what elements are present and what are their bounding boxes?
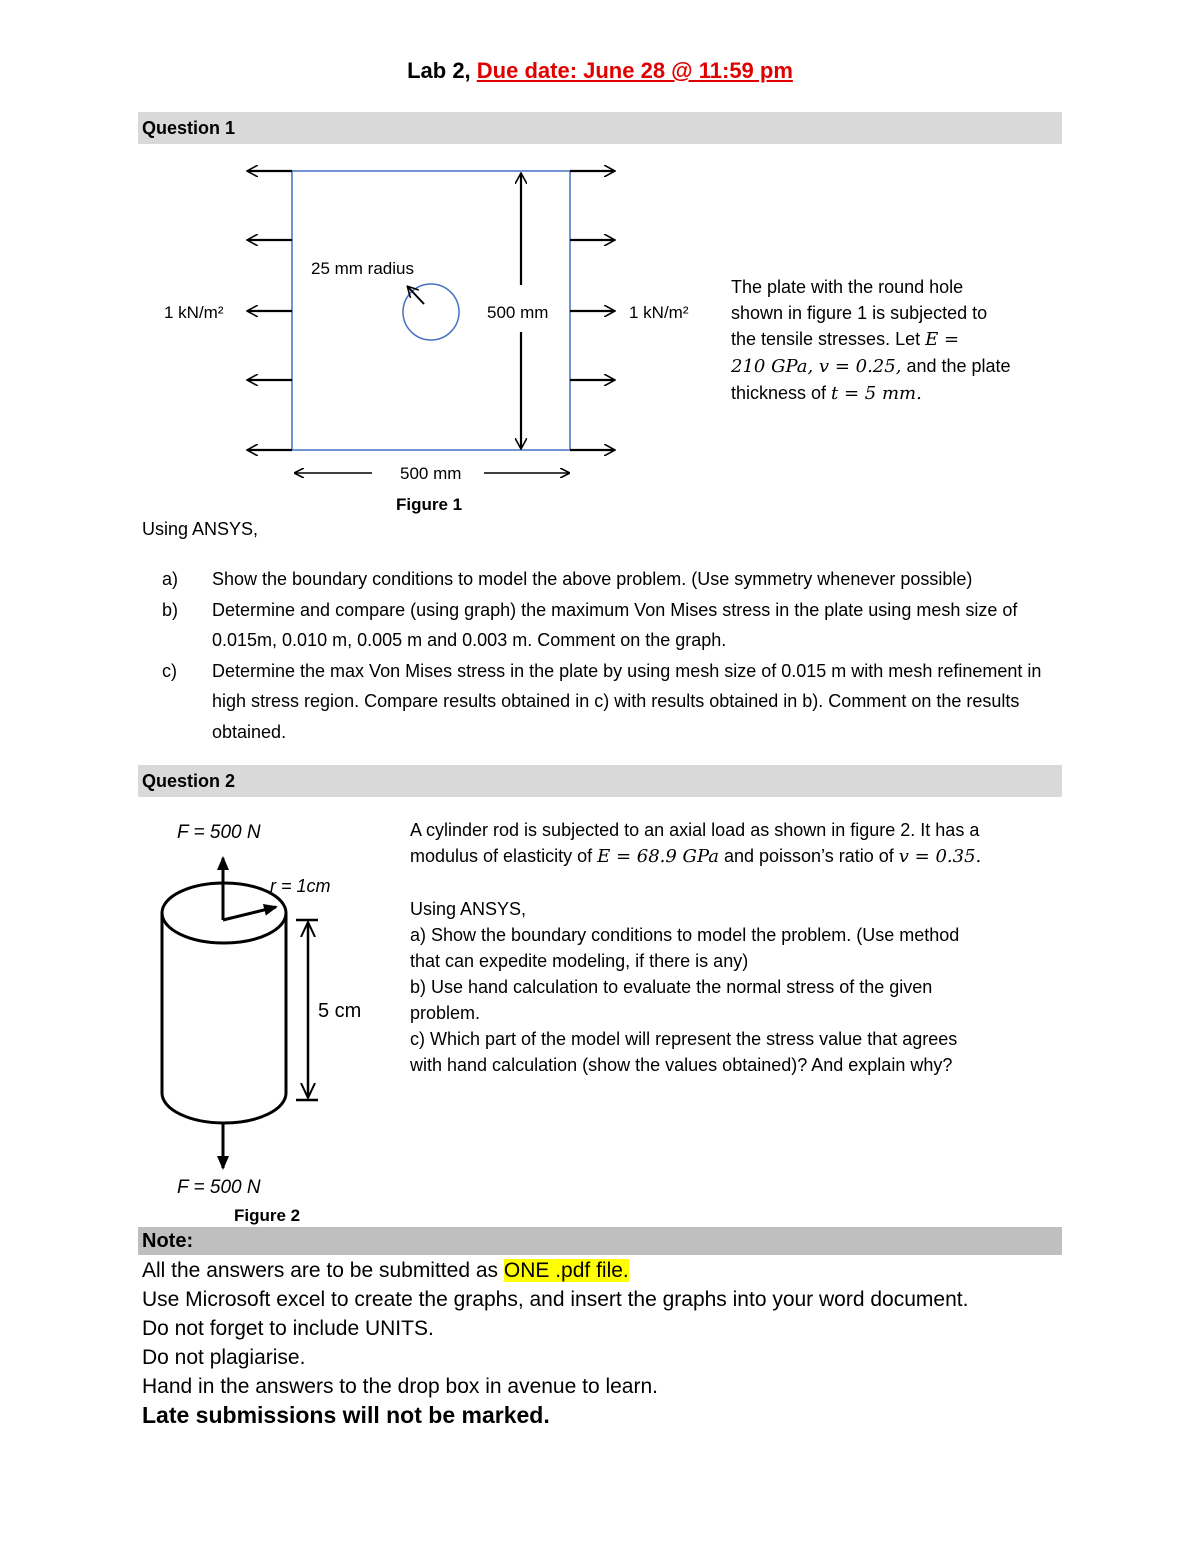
- q2-line-2-a: modulus of elasticity of: [410, 846, 598, 866]
- desc-line-5-math: t = 5 mm.: [831, 383, 922, 404]
- q2-b-line-2: problem.: [410, 1003, 481, 1023]
- question1-list: [138, 564, 1068, 747]
- desc-line-3-math: E =: [925, 329, 960, 350]
- desc-line-4-math: 210 GPa, v = 0.25,: [731, 356, 902, 377]
- question1-header-label: Question 1: [142, 118, 236, 138]
- page-title: [0, 58, 1200, 84]
- hole-circle: [403, 284, 459, 340]
- note-line-5: Hand in the answers to the drop box in avenue to learn.: [142, 1375, 658, 1398]
- q2-a-line-1: a) Show the boundary conditions to model the problem. (Use method: [410, 925, 960, 945]
- right-load-arrows: [570, 171, 614, 450]
- note-line-1: [142, 1256, 968, 1285]
- q2-line-2-math1: E = 68.9 GPa: [597, 846, 719, 867]
- note-header-label: Note:: [142, 1230, 194, 1252]
- question1-item-a: [138, 564, 1068, 595]
- figure-1: [0, 150, 740, 520]
- item-a-text: Show the boundary conditions to model the above problem. (Use symmetry whenever possible): [212, 569, 973, 589]
- q2-line-2-math2: v = 0.35.: [898, 846, 982, 867]
- desc-line-3-text: the tensile stresses. Let: [731, 329, 926, 349]
- item-b-text: Determine and compare (using graph) the maximum Von Mises stress in the plate using mesh size of 0.015m, 0.010 m, 0.005 m and 0.003 m. Comment on the graph.: [212, 599, 1018, 650]
- note-body: [142, 1256, 968, 1430]
- figure-2-caption: Figure 2: [234, 1206, 301, 1225]
- item-a-label: a): [162, 569, 179, 589]
- question1-using: Using ANSYS,: [142, 519, 259, 539]
- question1-description: [731, 274, 1051, 407]
- left-load-arrows: [248, 171, 292, 450]
- q2-line-2-b: and poisson’s ratio of: [718, 846, 899, 866]
- desc-line-2: shown in figure 1 is subjected to: [731, 303, 988, 323]
- height-label: 500 mm: [487, 303, 549, 322]
- desc-line-4: [731, 353, 1051, 380]
- note-line-late: Late submissions will not be marked.: [142, 1402, 550, 1428]
- question1-header: [138, 112, 1062, 144]
- length-label: 5 cm: [318, 1000, 362, 1022]
- force-top-label: F = 500 N: [177, 822, 261, 843]
- note-line-2: Use Microsoft excel to create the graphs, and insert the graphs into your word document.: [142, 1288, 969, 1311]
- note-line-3: Do not forget to include UNITS.: [142, 1317, 434, 1340]
- q2-b-line-1: b) Use hand calculation to evaluate the normal stress of the given: [410, 977, 933, 997]
- question2-header: [138, 765, 1062, 797]
- width-label: 500 mm: [400, 464, 462, 483]
- item-b-label: b): [162, 599, 179, 620]
- right-load-label: 1 kN/m²: [629, 303, 689, 322]
- length-dimension: [296, 920, 318, 1100]
- item-c-label: c): [162, 660, 177, 681]
- cylinder-bottom-arc: [162, 1093, 286, 1123]
- hole-radius-label: 25 mm radius: [311, 259, 414, 278]
- note-line-4: Do not plagiarise.: [142, 1346, 306, 1369]
- question2-text: [410, 817, 1070, 1078]
- radius-arrow: [408, 287, 424, 304]
- item-c-text: Determine the max Von Mises stress in the plate by using mesh size of 0.015 m with mesh refinement in high stress region. Compare results obtained in c) with results obtained in b). Comment on the results obtained.: [212, 660, 1042, 742]
- title-prefix: Lab 2,: [407, 58, 477, 83]
- desc-line-4-text: and the plate: [901, 356, 1011, 376]
- force-bottom-label: F = 500 N: [177, 1177, 261, 1198]
- note-line-1-highlight: ONE .pdf file.: [503, 1259, 629, 1282]
- question2-header-label: Question 2: [142, 771, 236, 791]
- q2-line-1: A cylinder rod is subjected to an axial load as shown in figure 2. It has a: [410, 820, 980, 840]
- left-load-label: 1 kN/m²: [164, 303, 224, 322]
- figure-1-caption: Figure 1: [396, 495, 463, 514]
- q2-a-line-2: that can expedite modeling, if there is any): [410, 951, 749, 971]
- question1-item-c: [138, 656, 1068, 748]
- desc-line-5-text: thickness of: [731, 383, 832, 403]
- desc-line-5: [731, 380, 1051, 407]
- q2-c-line-2: with hand calculation (show the values obtained)? And explain why?: [410, 1055, 953, 1075]
- question1-item-b: [138, 595, 1068, 656]
- note-header: [138, 1227, 1062, 1255]
- due-date: Due date: June 28 @ 11:59 pm: [476, 58, 793, 83]
- desc-line-1: The plate with the round hole: [731, 277, 964, 297]
- desc-line-3: [731, 326, 1051, 353]
- q2-using: Using ANSYS,: [410, 899, 527, 919]
- note-line-1-text: All the answers are to be submitted as: [142, 1259, 504, 1282]
- q2-c-line-1: c) Which part of the model will represent the stress value that agrees: [410, 1029, 958, 1049]
- q2-line-2: [410, 843, 1070, 870]
- figure-2: [140, 810, 400, 1230]
- radius-label: r = 1cm: [270, 876, 331, 896]
